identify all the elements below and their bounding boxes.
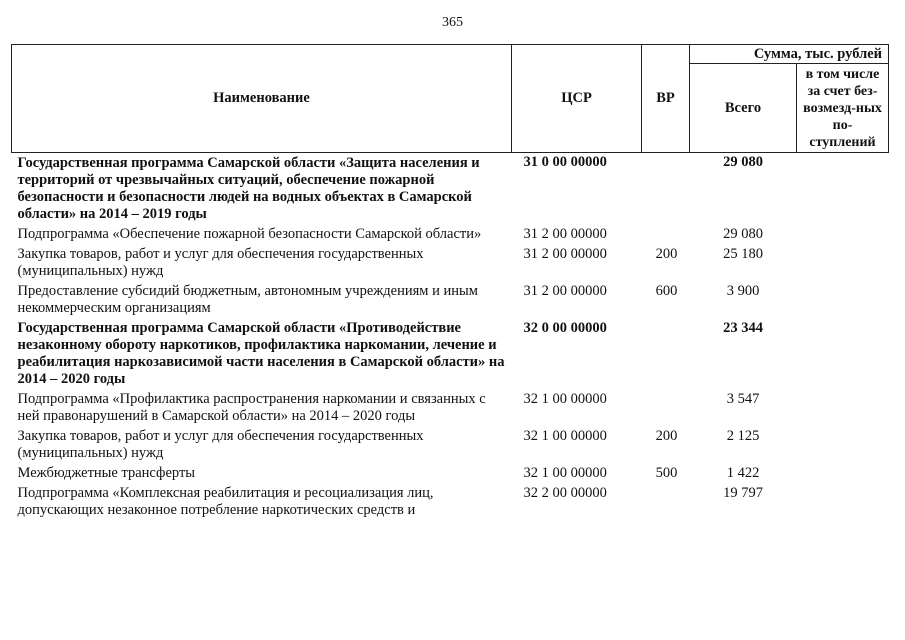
table-row: [12, 464, 889, 484]
row-csr: 32 1 00 00000: [523, 391, 607, 407]
table-row: [12, 319, 889, 390]
row-vr: 500: [655, 465, 678, 481]
row-csr: 31 0 00 00000: [523, 154, 607, 170]
row-vr: 200: [655, 428, 678, 444]
table-row: [12, 282, 889, 319]
row-total: 3 900: [726, 283, 760, 299]
row-csr: 32 2 00 00000: [523, 485, 607, 501]
row-total: 29 080: [723, 154, 763, 170]
row-csr: 31 2 00 00000: [523, 246, 607, 262]
row-name: Закупка товаров, работ и услуг для обеспечения государственных (муниципальных) нужд: [17, 246, 424, 279]
row-total: 3 547: [726, 391, 760, 407]
row-name: Государственная программа Самарской области «Защита населения и территорий от чрезвычайных ситуаций, обеспечение пожарной безопасности и безопасности людей на водных объектах в Самарской области» на 2014 – 2019 годы: [17, 155, 480, 222]
row-total: 2 125: [726, 428, 760, 444]
row-csr: 32 1 00 00000: [523, 465, 607, 481]
row-vr: [642, 225, 690, 245]
row-total: 1 422: [726, 465, 760, 481]
table-row: [12, 225, 889, 245]
row-total: 25 180: [723, 246, 763, 262]
row-free: [797, 390, 889, 427]
row-free: [797, 464, 889, 484]
row-free: [797, 282, 889, 319]
table-row: [12, 427, 889, 464]
row-free: [797, 319, 889, 390]
table-row: [12, 153, 889, 226]
row-total: 23 344: [723, 320, 763, 336]
row-name: Закупка товаров, работ и услуг для обеспечения государственных (муниципальных) нужд: [17, 428, 424, 461]
page-number: 365: [442, 15, 463, 30]
table-row: [12, 484, 889, 521]
row-vr: [642, 390, 690, 427]
header-vr: ВР: [642, 45, 690, 153]
header-name: Наименование: [12, 45, 512, 153]
row-free: [797, 484, 889, 521]
row-vr: [642, 153, 690, 226]
row-name: Межбюджетные трансферты: [17, 465, 196, 481]
row-free: [797, 245, 889, 282]
row-vr: [642, 484, 690, 521]
header-csr: ЦСР: [512, 45, 642, 153]
table-row: [12, 390, 889, 427]
row-total: 29 080: [723, 226, 763, 242]
row-free: [797, 153, 889, 226]
header-free-receipts: в том числе за счет без-возмезд-ных по-ступлений: [797, 64, 889, 153]
row-total: 19 797: [723, 485, 763, 501]
row-csr: 31 2 00 00000: [523, 283, 607, 299]
row-free: [797, 225, 889, 245]
row-vr: [642, 319, 690, 390]
row-vr: 600: [655, 283, 678, 299]
row-vr: 200: [655, 246, 678, 262]
row-free: [797, 427, 889, 464]
row-name: Подпрограмма «Комплексная реабилитация и ресоциализация лиц, допускающих незаконное потребление наркотических средств и: [17, 485, 434, 518]
row-csr: 32 0 00 00000: [523, 320, 607, 336]
header-sum: Сумма, тыс. рублей: [690, 45, 889, 64]
row-name: Государственная программа Самарской области «Противодействие незаконному обороту наркотиков, профилактика наркомании, лечение и реабилитация наркозависимой части населения в Самарской области» на 2014 – 2020 годы: [17, 320, 505, 387]
row-csr: 31 2 00 00000: [523, 226, 607, 242]
header-total: Всего: [690, 64, 797, 153]
row-csr: 32 1 00 00000: [523, 428, 607, 444]
row-name: Подпрограмма «Профилактика распространения наркомании и связанных с ней правонарушений в Самарской области» на 2014 – 2020 годы: [17, 391, 486, 424]
row-name: Подпрограмма «Обеспечение пожарной безопасности Самарской области»: [17, 226, 482, 242]
table-row: [12, 245, 889, 282]
budget-table: [11, 44, 889, 521]
row-name: Предоставление субсидий бюджетным, автономным учреждениям и иным некоммерческим организациям: [17, 283, 478, 316]
